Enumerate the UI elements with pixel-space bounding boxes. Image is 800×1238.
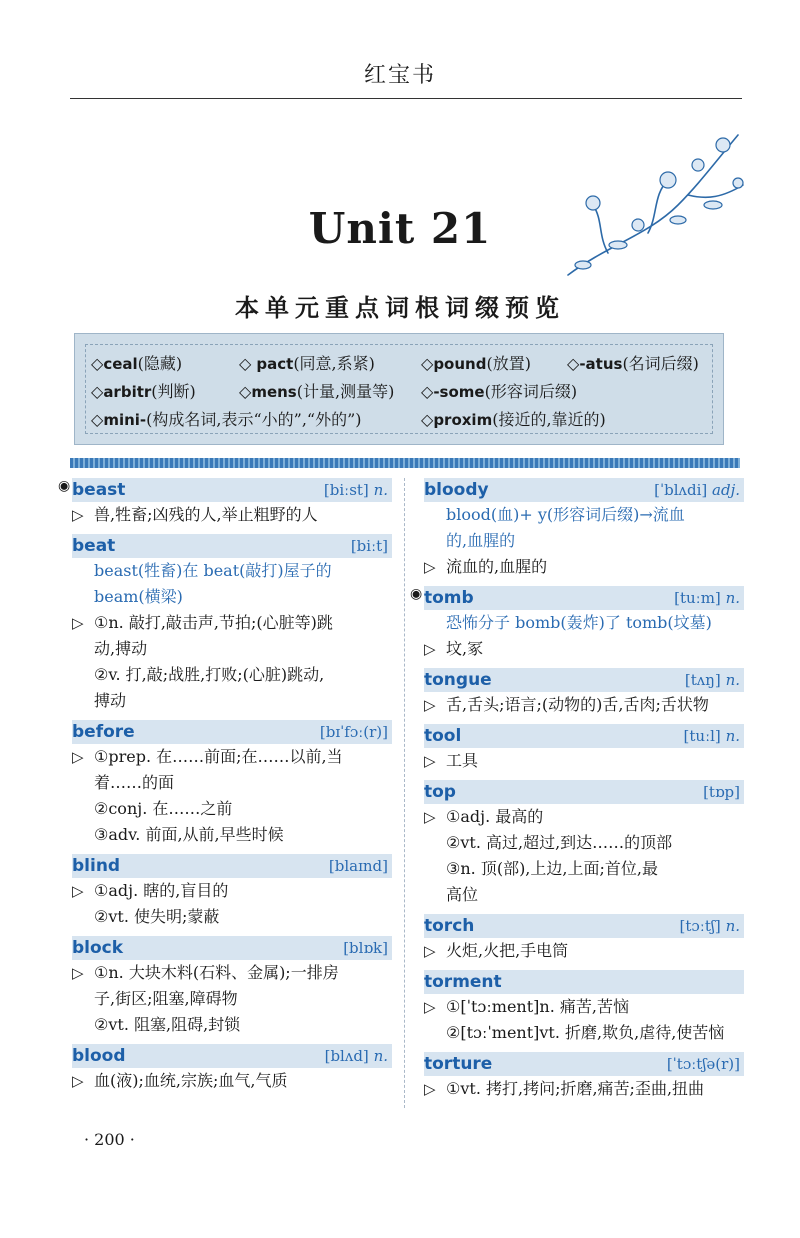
key-word-marker-icon: ◉ [410,586,423,602]
definition: ▷ 坟,冢 [424,639,484,658]
definition: ▷ ①adj. 最高的 [424,807,544,826]
preview-item: ◇proxim(接近的,靠近的) [421,410,606,429]
headword: bloody [424,480,489,500]
definition: ②vt. 阻塞,阻碍,封锁 [94,1015,241,1034]
root-affix-preview-box [74,333,724,445]
entry-head-tongue [424,668,744,692]
definition: 高位 [446,885,479,904]
definition: ▷ ①n. 敲打,敲击声,节拍;(心脏等)跳 [72,613,333,632]
mnemonic: beam(横梁) [94,587,183,606]
phonetic: [tɔːtʃ] n. [679,917,740,935]
definition: ▷ ①n. 大块木料(石料、金属);一排房 [72,963,339,982]
definition: ▷ ①prep. 在……前面;在……以前,当 [72,747,343,766]
unit-title: Unit 21 [308,204,492,253]
preview-item: ◇arbitr(判断) [91,382,196,401]
headword: blind [72,856,121,876]
entry-head-beat [72,534,392,558]
headword: torture [424,1054,493,1074]
definition: 子,街区;阻塞,障碍物 [94,989,238,1008]
entry-head-block [72,936,392,960]
right-column [410,478,744,1102]
mnemonic: 的,血腥的 [446,531,516,550]
phonetic: [blɒk] [343,939,388,957]
definition: ②v. 打,敲;战胜,打败;(心脏)跳动, [94,665,325,684]
definition: ▷ ①vt. 拷打,拷问;折磨,痛苦;歪曲,扭曲 [424,1079,705,1098]
definition: ▷ 工具 [424,751,479,770]
entry-head-tomb [410,586,744,610]
entry-head-tool [424,724,744,748]
mnemonic: blood(血)+ y(形容词后缀)→流血 [446,505,685,524]
entry-head-top [424,780,744,804]
definition: ▷ ①adj. 瞎的,盲目的 [72,881,229,900]
key-word-marker-icon: ◉ [58,478,71,494]
phonetic: [blʌd] n. [324,1047,388,1065]
phonetic: [tuːl] n. [683,727,740,745]
phonetic: [blaɪnd] [328,857,388,875]
mnemonic: beast(牲畜)在 beat(敲打)屋子的 [94,561,332,580]
headword: tongue [424,670,492,690]
definition: 动,搏动 [94,639,148,658]
definition: ▷ 火炬,火把,手电筒 [424,941,569,960]
definition: ②vt. 高过,超过,到达……的顶部 [446,833,673,852]
section-subtitle: 本单元重点词根词缀预览 [235,293,565,322]
headword: tool [424,726,462,746]
headword: beat [72,536,116,556]
preview-item: ◇-atus(名词后缀) [567,354,699,373]
headword: beast [72,480,126,500]
headword: torch [424,916,475,936]
entry-head-blood [72,1044,392,1068]
entry-head-beast [58,478,392,502]
entry-head-torture [424,1052,744,1076]
phonetic: [ˈblʌdi] adj. [654,481,740,499]
definition: ▷ 流血的,血腥的 [424,557,548,576]
phonetic: [tɒp] [703,783,740,801]
left-column [58,478,392,1094]
entry-head-blind [72,854,392,878]
preview-item: ◇-some(形容词后缀) [421,382,578,401]
phonetic: [ˈtɔːtʃə(r)] [666,1055,740,1073]
header-rule [70,98,742,99]
headword: tomb [424,588,474,608]
phonetic: [biːst] n. [323,481,388,499]
section-stripe [70,458,740,468]
preview-item: ◇ pact(同意,系紧) [239,354,375,373]
entry-head-torment [424,970,744,994]
definition: ③adv. 前面,从前,早些时候 [94,825,284,844]
headword: blood [72,1046,126,1066]
running-header: 红宝书 [363,63,436,88]
definition: 搏动 [94,691,127,710]
phonetic: [biːt] [350,537,388,555]
headword: torment [424,972,502,992]
headword: before [72,722,135,742]
phonetic: [tuːm] n. [674,589,740,607]
preview-item: ◇mini-(构成名词,表示“小的”,“外的”) [91,410,362,429]
phonetic: [bɪˈfɔː(r)] [319,723,388,741]
headword: top [424,782,456,802]
entry-head-bloody [424,478,744,502]
definition: ②[tɔːˈment]vt. 折磨,欺负,虐待,使苦恼 [446,1023,725,1042]
preview-item: ◇ceal(隐藏) [91,354,183,373]
definition: 着……的面 [94,773,175,792]
definition: ②conj. 在……之前 [94,799,233,818]
phonetic: [tʌŋ] n. [684,671,740,689]
column-divider [404,478,405,1108]
entry-head-torch [424,914,744,938]
entry-head-before [72,720,392,744]
definition: ▷ ①[ˈtɔːment]n. 痛苦,苦恼 [424,997,629,1016]
definition: ③n. 顶(部),上边,上面;首位,最 [446,859,658,878]
headword: block [72,938,124,958]
page-number: · 200 · [84,1130,135,1149]
definition: ②vt. 使失明;蒙蔽 [94,907,220,926]
definition: ▷ 血(液);血统,宗族;血气,气质 [72,1071,288,1090]
preview-item: ◇mens(计量,测量等) [239,382,395,401]
definition: ▷ 舌,舌头;语言;(动物的)舌,舌肉;舌状物 [424,695,709,714]
definition: ▷ 兽,牲畜;凶残的人,举止粗野的人 [72,505,318,524]
mnemonic: 恐怖分子 bomb(轰炸)了 tomb(坟墓) [446,613,712,632]
preview-item: ◇pound(放置) [421,354,531,373]
